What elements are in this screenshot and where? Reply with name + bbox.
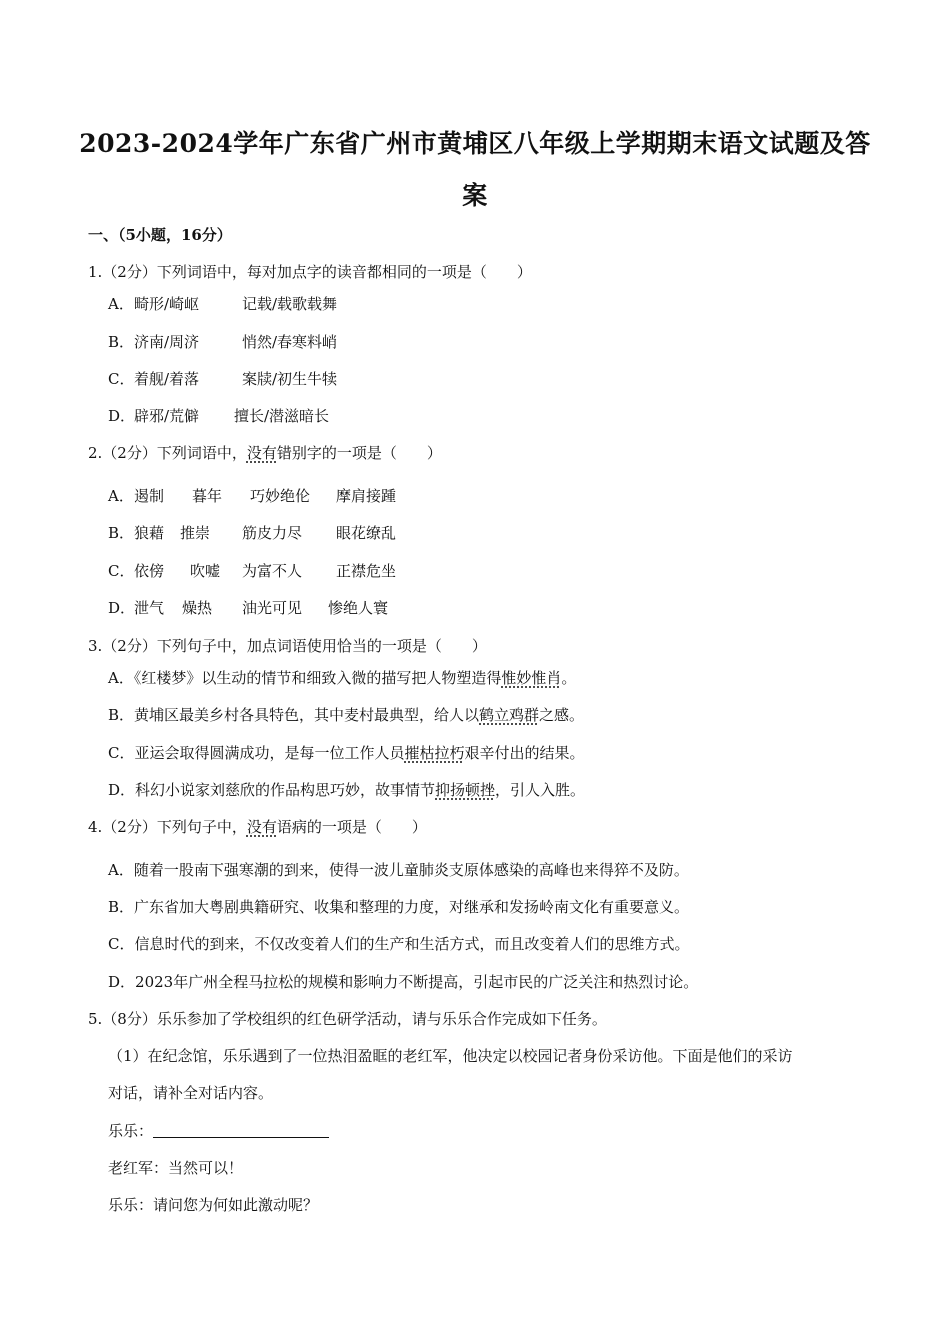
q3-option-text: 之感。: [539, 706, 585, 724]
option-word: 擅长/潜滋暗长: [234, 407, 330, 425]
option-word: 正襟危坐: [336, 562, 397, 580]
q4-stem-part: 4.（2分）下列句子中，: [88, 818, 247, 836]
option-word: 畸形/崎岖: [134, 295, 200, 313]
q3-dotted-term: 摧枯拉朽: [404, 744, 465, 762]
q5-part1-line2: 对话，请补全对话内容。: [108, 1084, 274, 1102]
q2-stem-part: 错别字的一项是（ ）: [276, 444, 442, 462]
q2-option-b: [108, 522, 396, 543]
option-word: 惨绝人寰: [328, 599, 389, 617]
option-word: 为富不人: [242, 562, 303, 580]
q4-option-a: A．随着一股南下强寒潮的到来，使得一波儿童肺炎支原体感染的高峰也来得猝不及防。: [108, 861, 689, 879]
option-word: 狼藉: [134, 524, 165, 542]
q3-option-text: B．黄埔区最美乡村各具特色，其中麦村最典型，给人以: [108, 706, 480, 724]
section-heading: 一、（5小题，16分）: [88, 226, 232, 244]
option-letter: C．: [108, 562, 135, 580]
q3-option-text: 艰辛付出的结果。: [464, 744, 585, 762]
q3-stem: 3.（2分）下列句子中，加点词语使用恰当的一项是（ ）: [88, 637, 487, 655]
q5-stem: 5.（8分）乐乐参加了学校组织的红色研学活动，请与乐乐合作完成如下任务。: [88, 1010, 607, 1028]
q3-dotted-term: 惟妙惟肖: [501, 669, 562, 687]
option-word: 悄然/春寒料峭: [242, 333, 338, 351]
q1-option-a: [108, 293, 337, 314]
option-letter: C．: [108, 370, 135, 388]
q3-dotted-term: 抑扬顿挫: [435, 781, 496, 799]
option-word: 摩肩接踵: [336, 487, 397, 505]
answer-blank[interactable]: [153, 1122, 329, 1138]
q1-stem: 1.（2分）下列词语中，每对加点字的读音都相同的一项是（ ）: [88, 263, 532, 281]
q1-option-b: [108, 331, 337, 352]
q2-option-c: [108, 560, 396, 581]
option-word: 案牍/初生牛犊: [242, 370, 338, 388]
speaker-label: 乐乐：: [108, 1122, 154, 1140]
option-word: 着舰/着落: [134, 370, 200, 388]
option-letter: A．: [108, 487, 134, 505]
exam-title-line-2: 案: [462, 181, 488, 210]
option-word: 遏制: [134, 487, 165, 505]
q3-option-d: [108, 779, 585, 800]
option-word: 油光可见: [242, 599, 303, 617]
dialogue-line-lele: [108, 1120, 329, 1141]
option-word: 暮年: [192, 487, 223, 505]
q3-dotted-term: 鹤立鸡群: [479, 706, 540, 724]
option-word: 辟邪/荒僻: [134, 407, 200, 425]
option-letter: A．: [108, 295, 134, 313]
dialogue-line-question: 乐乐：请问您为何如此激动呢？: [108, 1196, 319, 1214]
q2-stem-emphasis: 没有: [246, 444, 277, 462]
exam-title-line-1: 2023-2024学年广东省广州市黄埔区八年级上学期期末语文试题及答: [79, 129, 871, 158]
q4-stem: [88, 816, 427, 837]
q2-stem: [88, 442, 442, 463]
option-letter: D．: [108, 407, 136, 425]
option-letter: B．: [108, 524, 135, 542]
q1-option-d: [108, 405, 329, 426]
option-letter: D．: [108, 599, 136, 617]
q2-option-d: [108, 597, 388, 618]
q5-part1-line1: （1）在纪念馆，乐乐遇到了一位热泪盈眶的老红军，他决定以校园记者身份采访他。下面是他们的采访: [108, 1047, 793, 1065]
q2-option-a: [108, 485, 396, 506]
q4-option-d: D．2023年广州全程马拉松的规模和影响力不断提高，引起市民的广泛关注和热烈讨论。: [108, 973, 699, 991]
option-word: 巧妙绝伦: [250, 487, 311, 505]
q3-option-b: [108, 704, 584, 725]
q1-option-c: [108, 368, 337, 389]
option-word: 记载/载歌载舞: [242, 295, 338, 313]
option-word: 济南/周济: [134, 333, 200, 351]
q3-option-text: 。: [561, 669, 577, 687]
option-word: 依傍: [134, 562, 165, 580]
option-word: 吹嘘: [190, 562, 221, 580]
option-letter: B．: [108, 333, 135, 351]
q3-option-c: [108, 742, 585, 763]
q4-option-b: B．广东省加大粤剧典籍研究、收集和整理的力度，对继承和发扬岭南文化有重要意义。: [108, 898, 690, 916]
option-word: 推崇: [180, 524, 211, 542]
q4-option-c: C．信息时代的到来，不仅改变着人们的生产和生活方式，而且改变着人们的思维方式。: [108, 935, 690, 953]
q3-option-text: A．《红楼梦》以生动的情节和细致入微的描写把人物塑造得: [108, 669, 502, 687]
q3-option-a: [108, 667, 576, 688]
option-word: 泄气: [134, 599, 165, 617]
option-word: 燥热: [182, 599, 213, 617]
option-word: 眼花缭乱: [336, 524, 397, 542]
q3-option-text: D．科幻小说家刘慈欣的作品构思巧妙，故事情节: [108, 781, 436, 799]
q4-stem-emphasis: 没有: [246, 818, 277, 836]
q3-option-text: ，引人入胜。: [495, 781, 586, 799]
option-word: 筋皮力尽: [242, 524, 303, 542]
q3-option-text: C．亚运会取得圆满成功，是每一位工作人员: [108, 744, 405, 762]
q2-stem-part: 2.（2分）下列词语中，: [88, 444, 247, 462]
dialogue-line-veteran: 老红军：当然可以！: [108, 1159, 244, 1177]
q4-stem-part: 语病的一项是（ ）: [276, 818, 427, 836]
